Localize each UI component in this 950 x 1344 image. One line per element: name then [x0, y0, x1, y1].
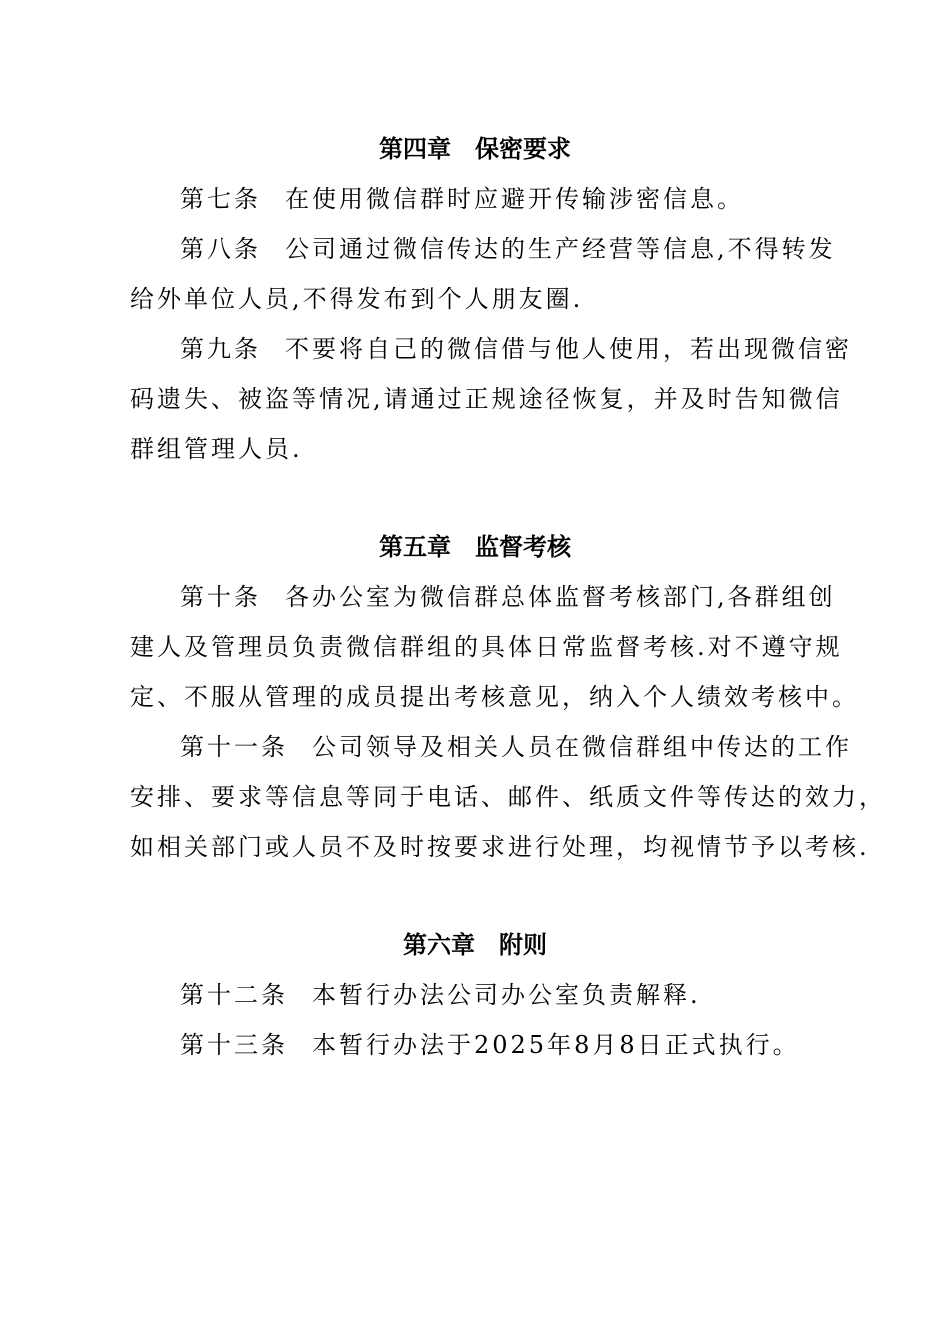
- article-line: [180, 184, 744, 214]
- article-line: [180, 1030, 800, 1060]
- article-text: 安排、要求等信息等同于电话、邮件、纸质文件等传达的效力，: [130, 783, 886, 811]
- chapter-heading: 第五章 监督考核: [379, 533, 571, 561]
- article-text: 各办公室为微信群总体监督考核部门,各群组创: [285, 583, 836, 611]
- chapter-heading: 第四章 保密要求: [379, 135, 571, 163]
- article-text: 群组管理人员.: [130, 435, 303, 463]
- article-label: 第十一条: [180, 733, 288, 761]
- article-text: 码遗失、被盗等情况,请通过正规途径恢复，并及时告知微信: [130, 385, 843, 413]
- article-text: 建人及管理员负责微信群组的具体日常监督考核.对不遵守规: [130, 633, 843, 661]
- article-text: 定、不服从管理的成员提出考核意见，纳入个人绩效考核中。: [130, 683, 859, 711]
- article-text: 本暂行办法于2025年8月8日正式执行。: [312, 1031, 800, 1059]
- article-label: 第十三条: [180, 1031, 288, 1059]
- article-label: 第九条: [180, 335, 261, 363]
- article-text: 本暂行办法公司办公室负责解释.: [312, 981, 701, 1009]
- article-text: 如相关部门或人员不及时按要求进行处理，均视情节予以考核.: [130, 833, 870, 861]
- article-text: 不要将自己的微信借与他人使用，若出现微信密: [285, 335, 852, 363]
- article-line: [180, 732, 852, 762]
- article-text: 在使用微信群时应避开传输涉密信息。: [285, 185, 744, 213]
- article-label: 第七条: [180, 185, 261, 213]
- article-label: 第八条: [180, 235, 261, 263]
- article-line: [180, 234, 836, 264]
- article-label: 第十二条: [180, 981, 288, 1009]
- article-text: 公司通过微信传达的生产经营等信息,不得转发: [285, 235, 836, 263]
- article-line: [180, 334, 852, 364]
- article-line: [180, 980, 701, 1010]
- article-text: 公司领导及相关人员在微信群组中传达的工作: [312, 733, 852, 761]
- article-label: 第十条: [180, 583, 261, 611]
- article-text: 给外单位人员,不得发布到个人朋友圈.: [130, 285, 584, 313]
- chapter-heading: 第六章 附则: [403, 931, 547, 959]
- article-line: [180, 582, 836, 612]
